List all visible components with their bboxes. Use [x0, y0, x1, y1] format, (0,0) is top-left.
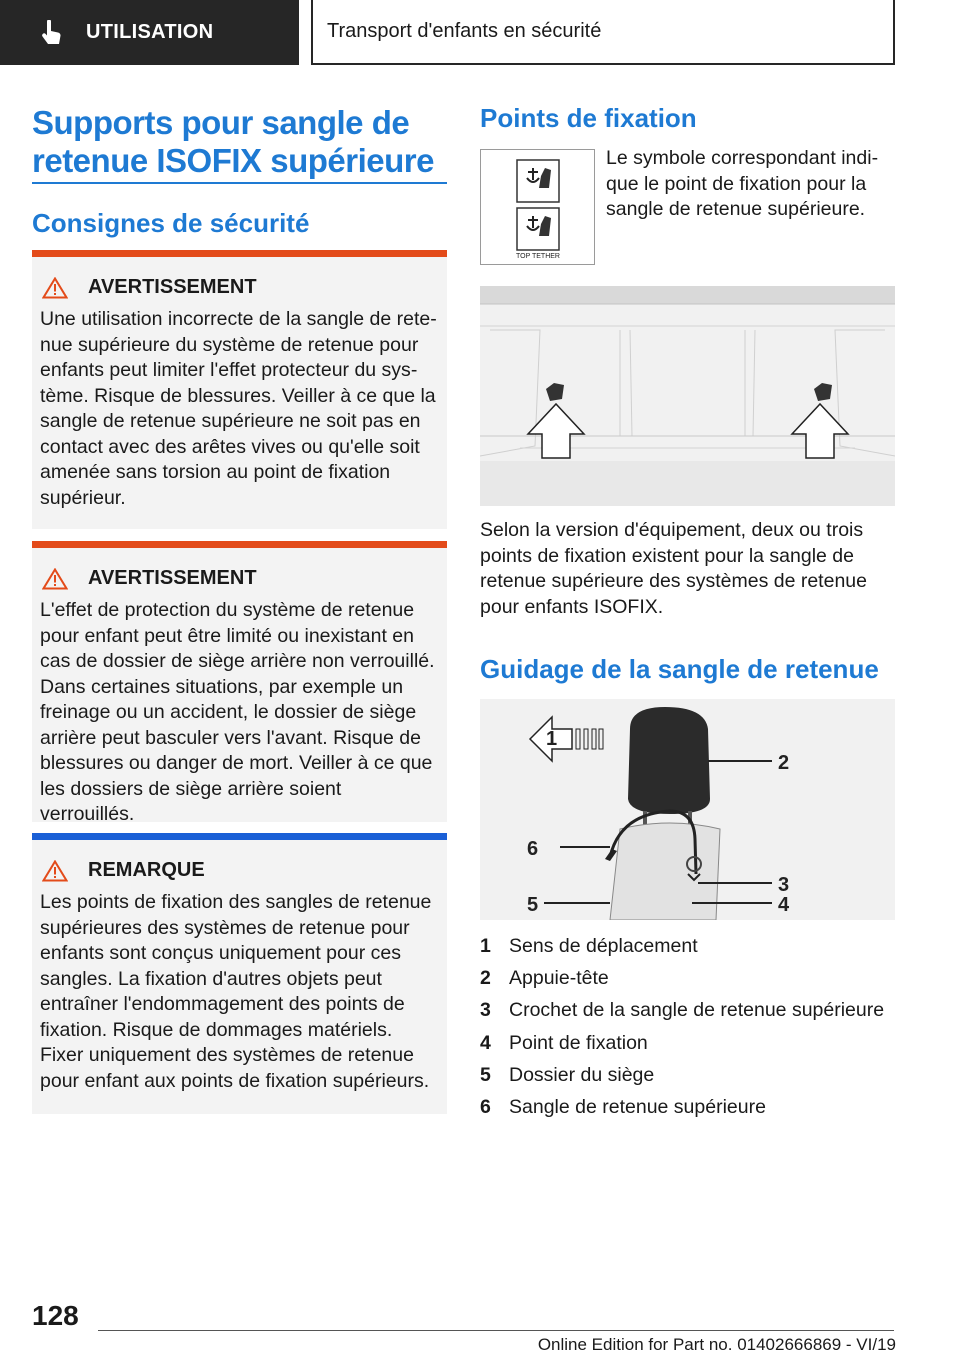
page-number: 128: [32, 1300, 79, 1331]
safety-heading: Consignes de sécurité: [32, 208, 310, 238]
list-item: 4 Point de fixation: [480, 1031, 648, 1054]
notice-box: [32, 833, 447, 1114]
callout: 6: [527, 838, 539, 860]
title-divider: [32, 182, 447, 184]
callout: 4: [778, 894, 790, 916]
chapter-title: Transport d'enfants en sécurité: [327, 20, 602, 42]
list-item: 2 Appuie-tête: [480, 967, 609, 990]
warning-text: L'effet de protection du système de retenue pour enfant peut être limité ou inexistant en cas de dossier de siège arrière non verrouillé. Dans certaines situations, par exemple un freinage ou un accident, le dossier de siège arrière peut basculer vers l'avant. Risque de blessures ou danger de mort. Veiller à ce que les dossiers de siège arrière soient verrouillés.: [40, 599, 435, 825]
warning-bar: [32, 541, 447, 548]
edition-line: Online Edition for Part no. 01402666869 - VI/19: [537, 1335, 896, 1354]
section-title: UTILISATION: [86, 21, 214, 43]
symbol-description: Le symbole correspondant indique le point de fixation pour la sangle de retenue supérieure.: [606, 147, 879, 220]
header-section-tab: [0, 0, 299, 65]
header-chapter: [311, 0, 895, 65]
guide-heading: Guidage de la sangle de retenue: [480, 654, 879, 684]
child-seat-anchor-icon: [481, 150, 596, 266]
warning-triangle-icon: [42, 568, 68, 590]
warning-box: [32, 541, 447, 825]
notice-text: Les points de fixation des sangles de retenue supérieures des systèmes de retenue pour enfants sont conçus uniquement pour ces sangles. La fixation d'autres objets peut entraîner l'endommagement des points de fixation. Risque de dommages matériels. Fixer uniquement des systèmes de retenue pour enfant aux points de fixation supérieurs.: [40, 891, 432, 1092]
warning-triangle-icon: [42, 860, 68, 882]
page-title: Supports pour sangle de retenue ISOFIX supérieure: [32, 104, 434, 179]
anchor-symbol-image: [480, 149, 595, 265]
notice-title: REMARQUE: [88, 859, 205, 881]
callout: 2: [778, 752, 790, 774]
callout: 3: [778, 874, 790, 896]
warning-title: AVERTISSEMENT: [88, 567, 257, 589]
seat-diagram: [480, 699, 895, 920]
list-item: 3 Crochet de la sangle de retenue supérieure: [480, 999, 885, 1022]
warning-title: AVERTISSEMENT: [88, 276, 257, 298]
callout: 5: [527, 894, 539, 916]
warning-triangle-icon: [42, 277, 68, 299]
diagram-legend: [480, 930, 895, 1123]
notice-bar: [32, 833, 447, 840]
points-heading: Points de fixation: [480, 103, 697, 133]
trunk-anchor-photo: [480, 286, 895, 506]
warning-box: [32, 250, 447, 529]
points-paragraph: Selon la version d'équipement, deux ou trois points de fixation existent pour la sangle de retenue supérieure des systèmes de retenue pour enfants ISOFIX.: [480, 519, 867, 618]
hand-pointer-icon: [40, 20, 62, 46]
list-item: 5 Dossier du siège: [480, 1063, 655, 1086]
symbol-label: TOP TETHER: [516, 253, 560, 260]
warning-text: Une utilisation incorrecte de la sangle de retenue supérieure du système de retenue pour enfants peut limiter l'effet protecteur du système. Risque de blessures. Veiller à ce que la sangle de retenue supérieure ne soit pas en contact avec des arêtes vives ou qu'elle soit amenée sans torsion au point de fixation supérieur.: [40, 308, 437, 509]
footer-divider: [98, 1330, 894, 1331]
warning-bar: [32, 250, 447, 257]
callout: 1: [546, 728, 558, 750]
list-item: 6 Sangle de retenue supérieure: [480, 1096, 766, 1119]
list-item: 1 Sens de déplacement: [480, 935, 698, 957]
